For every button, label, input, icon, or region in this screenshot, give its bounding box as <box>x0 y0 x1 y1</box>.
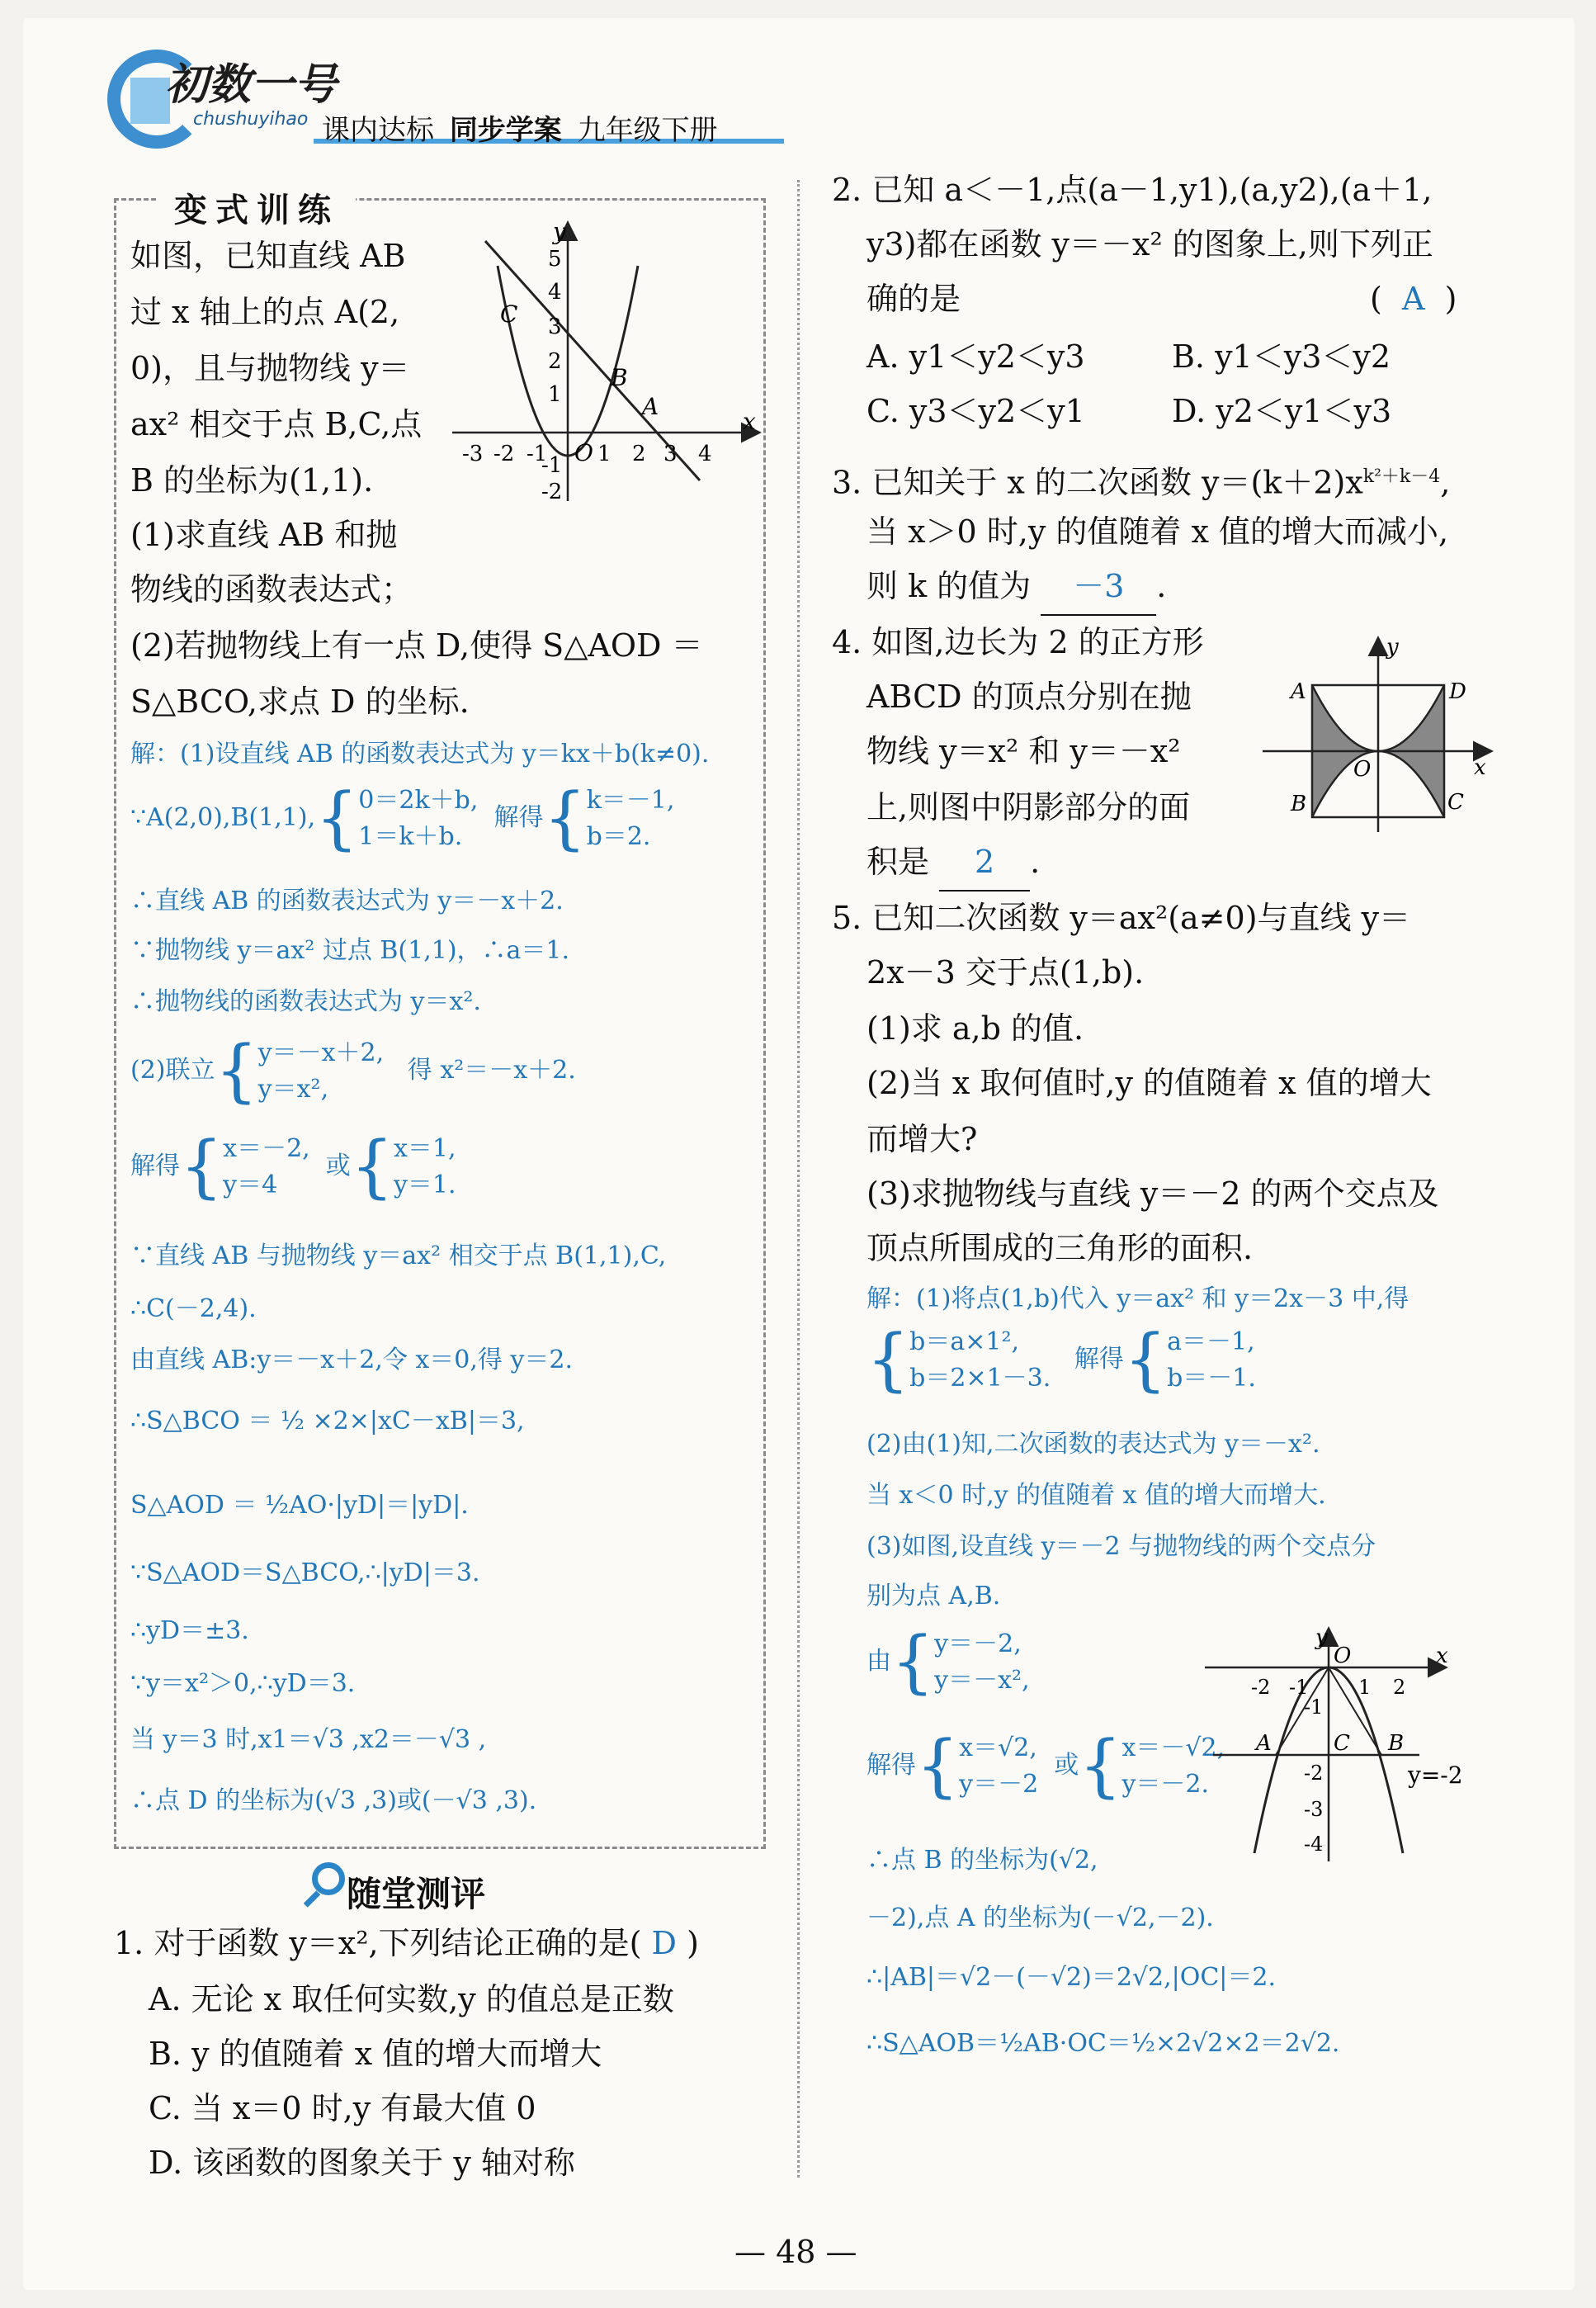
sys1-ans1: k＝－1, <box>586 786 675 815</box>
problem-line-1: 如图，已知直线 AB <box>130 238 406 274</box>
quiz-q1-answer: D <box>651 1925 678 1961</box>
q5-line-7: 顶点所围成的三角形的面积. <box>866 1230 1254 1266</box>
q4-answer: 2 <box>939 834 1030 892</box>
xtick-neg3: -3 <box>462 442 484 466</box>
solution-line-8: ∴S△BCO ＝ ½ ×2×|xC－xB|＝3, <box>130 1407 525 1435</box>
problem-line-7: 物线的函数表达式； <box>130 571 413 608</box>
problem-line-8: (2)若抛物线上有一点 D,使得 S△AOD ＝ <box>130 627 703 664</box>
q2-line-2: y3)都在函数 y＝－x² 的图象上,则下列正 <box>866 226 1433 262</box>
q2-answer: ( A ) <box>1370 281 1457 317</box>
problem-line-5: B 的坐标为(1,1). <box>130 462 374 499</box>
solution-line-11: ∴yD＝±3. <box>130 1616 249 1645</box>
q5-solution-line-1: 解：(1)将点(1,b)代入 y＝ax² 和 y＝2x－3 中,得 <box>866 1284 1409 1313</box>
sys3-eq3: x＝1, <box>393 1134 456 1163</box>
q4-c-label: C <box>1447 790 1464 815</box>
brand-title: 初数一号 <box>165 60 338 110</box>
q5-line-4: (2)当 x 取何值时,y 的值随着 x 值的增大 <box>866 1065 1432 1101</box>
sys2-eq2: y＝x², <box>257 1075 329 1104</box>
solution-line-1: 解：(1)设直线 AB 的函数表达式为 y＝kx＋b(k≠0). <box>130 740 710 769</box>
q5-solution-line-7: －2),点 A 的坐标为(－√2,－2). <box>866 1904 1214 1932</box>
q5-graph <box>1197 1626 1494 1866</box>
sys1-prefix: ∵A(2,0),B(1,1), <box>130 803 316 832</box>
xtick-3: 3 <box>663 442 678 466</box>
quiz-q1 <box>114 1915 699 1971</box>
q5-a-label: A <box>1256 1731 1272 1756</box>
brace-icon: { <box>891 1623 935 1701</box>
s3-eq3: x＝－√2, <box>1121 1733 1225 1762</box>
q5-line-label: y=-2 <box>1408 1762 1463 1789</box>
solution-line-14: ∴点 D 的坐标为(√3 ,3)或(－√3 ,3). <box>130 1786 537 1815</box>
quiz-q1-option-d: D. 该函数的图象关于 y 轴对称 <box>149 2145 575 2181</box>
q5-solution-line-5: 别为点 A,B. <box>866 1582 1001 1610</box>
brace-icon: { <box>543 779 587 858</box>
q5-xtick-2: 2 <box>1393 1676 1406 1699</box>
q5-solution-line-8: ∴|AB|＝√2－(－√2)＝2√2,|OC|＝2. <box>866 1963 1277 1992</box>
column-divider <box>797 180 800 2178</box>
solution-line-9: S△AOD ＝ ½AO·|yD|＝|yD|. <box>130 1491 469 1520</box>
brace-icon: { <box>215 1032 258 1110</box>
point-c-label: C <box>500 300 518 328</box>
brace-icon: { <box>1123 1321 1168 1399</box>
solution-line-6: ∴C(－2,4). <box>130 1294 257 1323</box>
q3-text-3: 则 k 的值为 <box>866 568 1032 604</box>
q5-line-5: 而增大? <box>866 1121 978 1157</box>
q2-answer-value: A <box>1401 281 1425 317</box>
ytick-neg2: -2 <box>541 480 563 504</box>
q2-line-3: 确的是 <box>866 281 961 317</box>
variant-title: 变式训练 <box>158 179 356 236</box>
problem-line-2: 过 x 轴上的点 A(2, <box>130 294 400 330</box>
q5-line-1: 5. 已知二次函数 y＝ax²(a≠0)与直线 y＝ <box>832 900 1411 936</box>
q5-line-6: (3)求抛物线与直线 y＝－2 的两个交点及 <box>866 1175 1439 1212</box>
s3-eq4: y＝－2. <box>1121 1770 1210 1799</box>
solution-line-4: ∴抛物线的函数表达式为 y＝x². <box>130 987 481 1016</box>
q5-xtick-neg2: -2 <box>1251 1676 1271 1699</box>
q5-ytick-neg1: -1 <box>1304 1696 1324 1719</box>
solution-line-12: ∵y＝x²＞0,∴yD＝3. <box>130 1669 356 1698</box>
solution-system-2 <box>130 1032 576 1110</box>
q4-d-label: D <box>1449 679 1466 704</box>
q4-line-4: 上,则图中阴影部分的面 <box>866 789 1191 825</box>
series-title <box>322 107 718 148</box>
x-label: x <box>743 408 756 435</box>
brace-icon: { <box>350 1128 394 1206</box>
q4-text-5: 积是 <box>866 844 930 880</box>
page-number: — 48 — <box>734 2234 857 2270</box>
sys2-result: 得 x²＝－x＋2. <box>407 1056 576 1085</box>
q5-solution-line-3: 当 x＜0 时,y 的值随着 x 值的增大而增大. <box>866 1481 1326 1510</box>
s1-ans1: a＝－1, <box>1167 1327 1255 1356</box>
s3-or: 或 <box>1054 1751 1079 1780</box>
q5-solution-system-2 <box>866 1623 1030 1701</box>
brace-icon: { <box>180 1128 224 1206</box>
problem-line-6: (1)求直线 AB 和抛 <box>130 517 398 553</box>
q3-exponent: k²＋k－4 <box>1362 466 1441 487</box>
q5-solution-line-9: ∴S△AOB＝½AB·OC＝½×2√2×2＝2√2. <box>866 2029 1340 2058</box>
q5-solution-system-1 <box>866 1321 1256 1399</box>
xtick-1: 1 <box>597 442 611 466</box>
solution-line-3: ∵抛物线 y＝ax² 过点 B(1,1)，∴a＝1. <box>130 936 570 965</box>
logo-cube-icon <box>130 78 170 124</box>
xtick-neg2: -2 <box>493 442 515 466</box>
solution-line-13: 当 y＝3 时,x1＝√3 ,x2＝－√3 , <box>130 1725 487 1754</box>
quiz-q1-option-c: C. 当 x＝0 时,y 有最大值 0 <box>149 2090 536 2126</box>
solution-system-3 <box>130 1128 456 1206</box>
sys3-eq1: x＝－2, <box>223 1134 310 1163</box>
s3-eq2: y＝－2 <box>959 1770 1039 1799</box>
sys1-ans2: b＝2. <box>586 822 651 851</box>
q3-answer: －3 <box>1041 558 1156 616</box>
problem-line-9: S△BCO,求点 D 的坐标. <box>130 683 470 720</box>
q2-option-c: C. y3＜y2＜y1 <box>866 393 1085 429</box>
sys1-solve: 解得 <box>493 803 544 832</box>
sys2-prefix: (2)联立 <box>130 1056 215 1085</box>
sys2-eq1: y＝－x＋2, <box>257 1038 385 1067</box>
magnifier-icon <box>312 1862 345 1895</box>
q5-ytick-neg4: -4 <box>1304 1833 1324 1856</box>
ytick-2: 2 <box>548 349 562 374</box>
s2-prefix: 由 <box>866 1647 891 1676</box>
y-label: y <box>553 218 566 245</box>
q3-line-3: 则 k 的值为 －3 . <box>866 558 1166 616</box>
q5-ytick-neg3: -3 <box>1304 1798 1324 1821</box>
q5-y-label: y <box>1315 1626 1328 1650</box>
solution-line-5: ∵直线 AB 与抛物线 y＝ax² 相交于点 B(1,1),C, <box>130 1241 667 1270</box>
q5-solution-line-4: (3)如图,设直线 y＝－2 与抛物线的两个交点分 <box>866 1532 1376 1561</box>
ytick-1: 1 <box>548 382 562 407</box>
point-a-label: A <box>642 393 659 420</box>
ytick-4: 4 <box>548 280 562 305</box>
s1-eq2: b＝2×1－3. <box>909 1364 1051 1393</box>
q3-line-1: 3. 已知关于 x 的二次函数 $y=(k+2)x^{k^2+k-4}$, <box>832 464 1451 501</box>
quiz-q1-text: 1. 对于函数 y＝x²,下列结论正确的是( <box>114 1925 642 1961</box>
q5-ytick-neg2: -2 <box>1304 1762 1324 1785</box>
q4-line-1: 4. 如图,边长为 2 的正方形 <box>832 624 1204 660</box>
s2-eq2: y＝－x², <box>934 1666 1030 1695</box>
sys1-eq2: 1＝k＋b. <box>358 822 463 851</box>
xtick-2: 2 <box>632 442 646 466</box>
q2-option-b: B. y1＜y3＜y2 <box>1172 338 1391 375</box>
series-part-a: 课内达标 <box>322 114 434 147</box>
brace-icon: { <box>866 1321 910 1399</box>
q3-line-2: 当 x＞0 时,y 的值随着 x 值的增大而减小, <box>866 513 1449 550</box>
s1-solve: 解得 <box>1074 1345 1124 1374</box>
brace-icon: { <box>1079 1727 1122 1805</box>
q5-xtick-neg1: -1 <box>1289 1676 1309 1699</box>
sys3-eq4: y＝1. <box>393 1171 456 1199</box>
series-part-c: 九年级下册 <box>577 114 718 147</box>
q4-line-2: ABCD 的顶点分别在抛 <box>866 679 1192 715</box>
s1-ans2: b＝－1. <box>1167 1364 1256 1393</box>
s3-prefix: 解得 <box>866 1751 916 1780</box>
sys1-eq1: 0＝2k＋b, <box>358 786 479 815</box>
solution-line-2: ∴直线 AB 的函数表达式为 y＝－x＋2. <box>130 887 564 915</box>
q5-c-label: C <box>1334 1731 1350 1756</box>
q3-text: 3. 已知关于 x 的二次函数 y＝(k＋2)x <box>832 464 1363 501</box>
quiz-q1-option-b: B. y 的值随着 x 值的增大而增大 <box>149 2036 602 2072</box>
q5-solution-line-6: ∴点 B 的坐标为(√2, <box>866 1846 1098 1875</box>
q4-a-label: A <box>1291 679 1306 704</box>
q5-solution-line-2: (2)由(1)知,二次函数的表达式为 y＝－x². <box>866 1430 1320 1459</box>
q2-option-a: A. y1＜y2＜y3 <box>866 338 1085 375</box>
sys3-prefix: 解得 <box>130 1152 180 1180</box>
s1-eq1: b＝a×1², <box>909 1327 1020 1356</box>
point-b-label: B <box>611 364 628 391</box>
sys3-or: 或 <box>325 1152 351 1180</box>
s3-eq1: x＝√2, <box>959 1733 1037 1762</box>
solution-line-10: ∵S△AOD＝S△BCO,∴|yD|＝3. <box>130 1558 480 1587</box>
sys3-eq2: y＝4 <box>223 1171 278 1199</box>
origin-label: O <box>574 439 593 466</box>
q4-b-label: B <box>1291 792 1307 816</box>
problem-line-3: 0)，且与抛物线 y＝ <box>130 350 410 386</box>
problem-line-4: ax² 相交于点 B,C,点 <box>130 406 423 442</box>
quiz-q1-close: ) <box>687 1925 699 1961</box>
ytick-3: 3 <box>548 315 562 339</box>
q4-graph <box>1263 636 1494 834</box>
q4-line-3: 物线 y＝x² 和 y＝－x² <box>866 733 1181 769</box>
q2-line-1: 2. 已知 a＜－1,点(a－1,y1),(a,y2),(a＋1, <box>832 172 1433 208</box>
q4-line-5: 积是 2 . <box>866 834 1040 892</box>
xtick-neg1: -1 <box>526 442 548 466</box>
solution-line-7: 由直线 AB:y＝－x＋2,令 x＝0,得 y＝2. <box>130 1346 574 1374</box>
header <box>107 50 718 157</box>
q5-origin-label: O <box>1334 1644 1352 1668</box>
q5-line-3: (1)求 a,b 的值. <box>866 1010 1084 1047</box>
brace-icon: { <box>916 1727 960 1805</box>
variant-graph <box>452 216 766 505</box>
solution-system-1 <box>130 779 675 858</box>
ytick-neg1: -1 <box>541 453 563 478</box>
brace-icon: { <box>315 779 359 858</box>
q5-xtick-1: 1 <box>1358 1676 1372 1699</box>
q4-x-label: x <box>1474 755 1486 780</box>
quiz-q1-option-a: A. 无论 x 取任何实数,y 的值总是正数 <box>149 1981 674 2017</box>
ytick-5: 5 <box>548 247 562 272</box>
q2-option-d: D. y2＜y1＜y3 <box>1172 393 1392 429</box>
q4-y-label: y <box>1386 636 1399 660</box>
xtick-4: 4 <box>698 442 712 466</box>
q5-line-2: 2x－3 交于点(1,b). <box>866 954 1145 991</box>
brand-subtitle: chushuyihao <box>193 109 309 130</box>
s2-eq1: y＝－2, <box>934 1629 1022 1658</box>
quiz-title: 随堂测评 <box>347 1874 486 1914</box>
q4-origin-label: O <box>1353 757 1372 782</box>
q5-solution-system-3 <box>866 1727 1225 1805</box>
series-part-b: 同步学案 <box>449 114 562 147</box>
q5-x-label: x <box>1436 1644 1448 1668</box>
q5-b-label: B <box>1388 1731 1405 1756</box>
